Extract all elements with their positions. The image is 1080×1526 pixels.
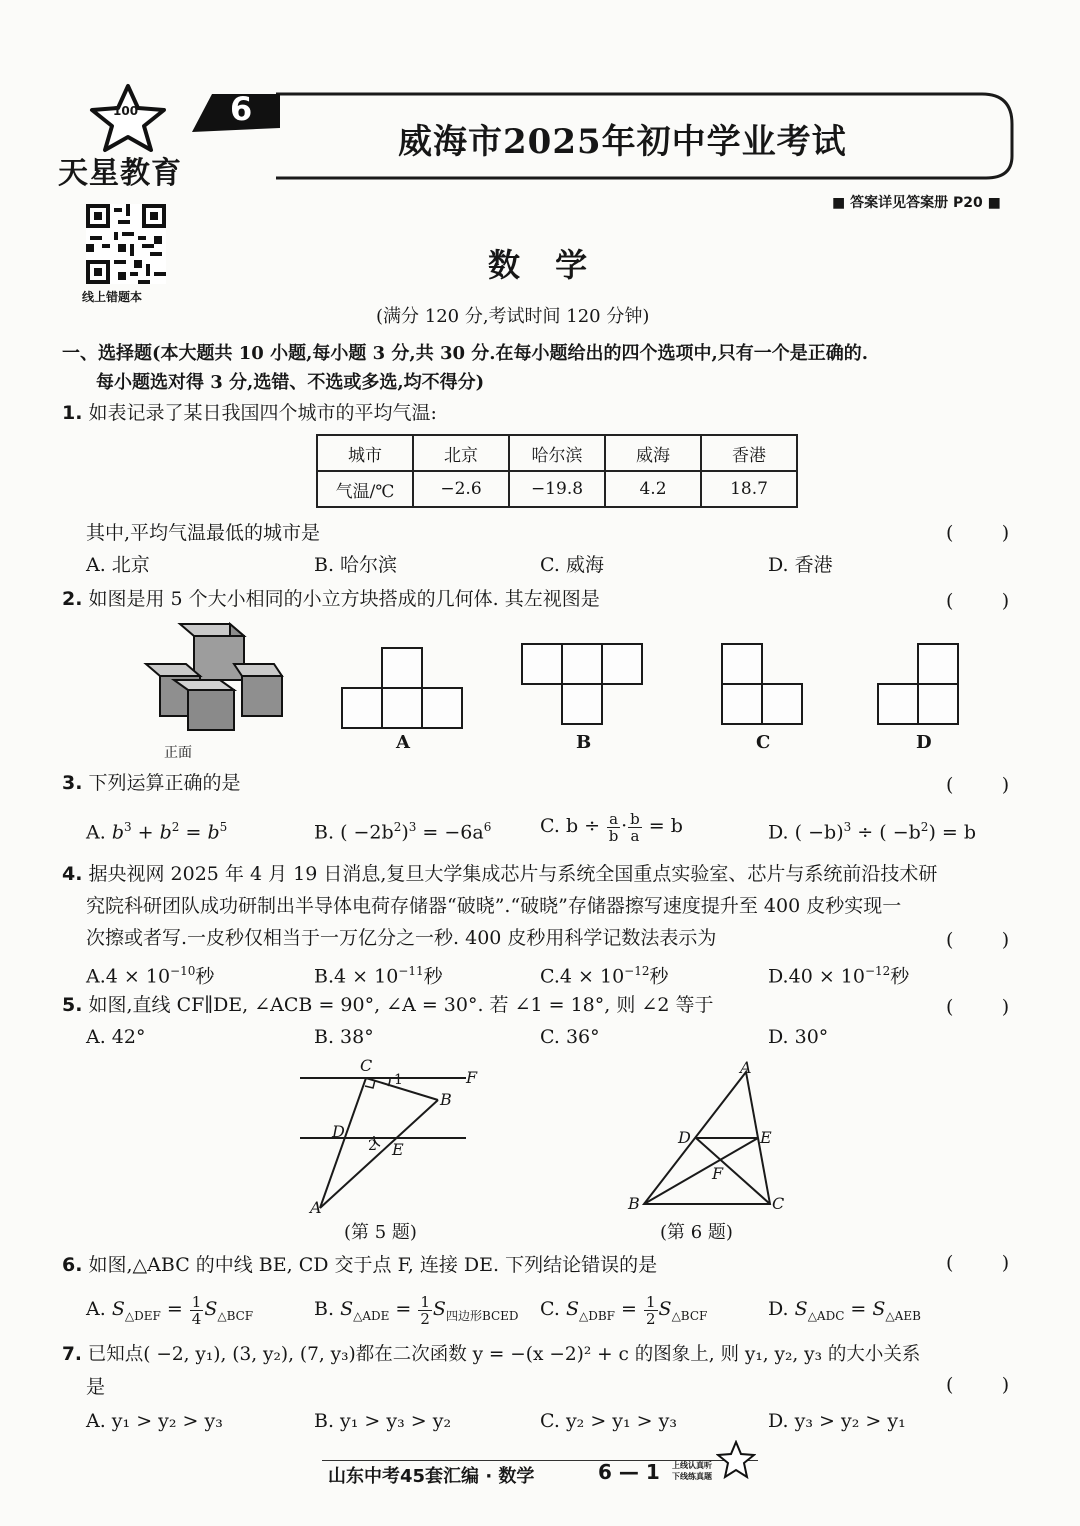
logo [58,82,198,191]
option-4c[interactable] [540,958,669,989]
math-op: = [844,1298,873,1320]
table-cell: 18.7 [701,471,797,507]
page-number: 6 — 1 [598,1460,660,1484]
math-var: S [111,1298,125,1320]
option-1a[interactable]: A. 北京 [86,554,150,576]
option-3a-label: A. [86,821,106,844]
table-cell: 北京 [413,435,509,471]
math-expr: 4 × 10 [559,965,625,988]
table-header-row [317,435,797,471]
label-a: A [310,1198,322,1217]
table-cell: −2.6 [413,471,509,507]
question-6 [62,1252,657,1278]
option-6b-label: B. [314,1298,335,1320]
table-cell: 气温/℃ [317,471,413,507]
fraction-numerator: 1 [420,1292,430,1311]
math-expr: 40 × 10 [788,965,865,988]
option-5d[interactable]: D. 30° [768,1026,829,1048]
question-1 [62,400,437,426]
option-6d[interactable] [768,1290,921,1335]
answer-blank-3[interactable]: ( ) [946,774,1010,796]
math-op: = [160,1298,189,1320]
math-op: + [131,821,160,844]
math-exp: 2 [920,820,929,834]
label-f: F [466,1068,478,1087]
label-e: E [392,1140,404,1159]
option-3b[interactable] [314,814,491,845]
question-1-number: 1. [62,402,83,424]
table-cell: 4.2 [605,471,701,507]
unit: 秒 [890,965,910,988]
math-op: = [389,1298,418,1320]
math-expr: b ÷ [565,815,601,837]
math-exp: 2 [171,820,180,834]
fraction [644,1294,658,1327]
answer-blank-1[interactable]: ( ) [946,522,1010,544]
label-e: E [760,1128,772,1147]
question-4-line1: 据央视网 2025 年 4 月 19 日消息,复旦大学集成芯片与系统全国重点实验室、芯片与系统前沿技术研 [88,863,938,885]
question-7 [62,1342,920,1368]
table-cell: 城市 [317,435,413,471]
question-1-prompt: 其中,平均气温最低的城市是 [86,522,321,544]
answer-blank-5[interactable]: ( ) [946,996,1010,1018]
math-op: = [614,1298,643,1320]
footer-note-1: 上线认真听 [672,1461,712,1470]
option-6a-label: A. [86,1298,106,1320]
math-var: S [204,1298,218,1320]
math-sub: △BCF [671,1308,708,1323]
exam-info: (满分 120 分,考试时间 120 分钟) [376,306,650,327]
option-5c[interactable]: C. 36° [540,1026,600,1048]
answer-blank-6[interactable]: ( ) [946,1252,1010,1274]
option-4d-label: D. [768,965,789,988]
question-2-number: 2. [62,588,83,610]
answer-blank-4[interactable]: ( ) [946,929,1010,951]
math-sub: △ADC [807,1308,845,1323]
section-title-line2: 每小题选对得 3 分,选错、不选或多选,均不得分) [96,372,485,393]
fraction-numerator: 1 [645,1292,656,1311]
math-expr: ) [401,821,409,844]
question-6-text: 如图,△ABC 的中线 BE, CD 交于点 F, 连接 DE. 下列结论错误的是 [88,1254,658,1276]
math-expr: ( −2b [340,821,394,844]
math-expr: ) = b [928,821,977,844]
label-d: D [678,1128,691,1147]
question-3-number: 3. [62,772,83,794]
math-sub: △DBF [578,1308,615,1323]
label-angle-2: 2 [368,1138,377,1154]
view-label-b: B [576,732,592,753]
question-3-text: 下列运算正确的是 [88,772,241,794]
qr-code[interactable] [86,204,166,284]
fraction-denominator: 2 [645,1309,656,1328]
unit: 秒 [195,965,215,988]
question-5-number: 5. [62,994,83,1016]
subject-title: 数 学 [488,246,600,284]
option-5b[interactable]: B. 38° [314,1026,374,1048]
math-exp: 3 [843,820,852,834]
option-3d-label: D. [768,821,789,844]
math-exp: −10 [170,964,196,978]
view-label-d: D [916,732,932,753]
math-exp: 6 [483,820,492,834]
option-6d-label: D. [768,1298,789,1320]
math-op: = [179,821,208,844]
temperature-table [316,434,798,508]
label-c: C [772,1194,785,1213]
fraction-denominator: b [608,826,619,845]
option-3c-label: C. [540,815,560,837]
label-c: C [360,1056,373,1075]
view-option-d[interactable] [876,642,962,732]
math-var: b [111,821,124,844]
label-d: D [332,1122,345,1141]
label-b: B [628,1194,640,1213]
option-4d[interactable] [768,958,909,989]
unit: 秒 [423,965,443,988]
table-cell: 哈尔滨 [509,435,605,471]
star-mascot-small-icon [716,1440,756,1484]
option-3d[interactable] [768,814,976,845]
front-label: 正面 [164,745,192,761]
label-b: B [440,1090,452,1109]
figure-5 [290,1056,490,1216]
math-var: S [432,1298,446,1320]
label-angle-1: 1 [394,1072,403,1088]
option-3a[interactable] [86,814,227,845]
fraction-numerator: b [630,809,640,828]
section-title: 一、选择题(本大题共 10 小题,每小题 3 分,共 30 分.在每小题给出的四个选项中,只有一个是正确的. [62,343,869,364]
fraction-denominator: 4 [191,1309,202,1328]
figure-6 [620,1056,800,1216]
answer-note: ■ 答案详见答案册 P20 ■ [832,195,1001,211]
logo-badge: 100 [113,104,139,118]
fraction [418,1294,432,1327]
question-3 [62,770,241,796]
option-3b-label: B. [314,821,335,844]
view-label-a: A [396,732,410,753]
math-var: b [207,821,220,844]
logo-text: 天星教育 [58,156,182,191]
math-exp: 3 [408,820,417,834]
view-option-a[interactable] [340,646,466,734]
table-cell: −19.8 [509,471,605,507]
footer-text: 山东中考45套汇编 · 数学 [328,1466,535,1487]
footer-note-2: 下线练真题 [672,1472,712,1481]
view-label-c: C [756,732,771,753]
math-expr: ( −b) [794,821,844,844]
option-5a[interactable]: A. 42° [86,1026,146,1048]
label-a: A [740,1058,752,1077]
fraction-denominator: 2 [420,1309,430,1328]
question-4 [62,861,937,887]
math-exp: 3 [123,820,132,834]
question-5 [62,992,713,1018]
question-6-number: 6. [62,1254,83,1276]
table-cell: 香港 [701,435,797,471]
math-expr: 4 × 10 [105,965,171,988]
option-1d[interactable]: D. 香港 [768,554,833,576]
math-exp: −12 [864,964,891,978]
math-expr: = −6a [416,821,484,844]
qr-caption: 线上错题本 [82,290,143,304]
fraction [628,811,642,844]
option-1c[interactable]: C. 威海 [540,554,604,576]
answer-blank-7[interactable]: ( ) [946,1374,1010,1396]
label-f: F [712,1164,724,1183]
math-var: b [159,821,172,844]
question-4-line3: 次擦或者写.一皮秒仅相当于一万亿分之一秒. 400 皮秒用科学记数法表示为 [86,927,717,949]
answer-blank-2[interactable]: ( ) [946,590,1010,612]
question-4-number: 4. [62,863,83,885]
exam-title: 威海市2025年初中学业考试 [398,122,847,162]
math-sub: △BCF [217,1308,254,1323]
math-var: S [794,1298,808,1320]
figure-5-caption: (第 5 题) [344,1222,417,1243]
question-5-text: 如图,直线 CF∥DE, ∠ACB = 90°, ∠A = 30°. 若 ∠1 = 18°, 则 ∠2 等于 [88,994,714,1016]
math-var: S [658,1298,672,1320]
unit: 秒 [649,965,669,988]
table-row [317,471,797,507]
option-4a-label: A. [86,965,106,988]
math-var: S [340,1298,354,1320]
option-1b[interactable]: B. 哈尔滨 [314,554,398,576]
math-sub: △DEF [124,1308,161,1323]
math-op: · [621,815,628,837]
option-6c-label: C. [540,1298,560,1320]
view-option-b[interactable] [520,642,646,732]
math-exp: 5 [219,820,228,834]
question-2 [62,586,600,612]
math-var: S [872,1298,886,1320]
math-expr: ÷ ( −b [851,821,921,844]
cube-figure [138,618,288,738]
view-option-c[interactable] [720,642,806,732]
option-4b[interactable] [314,958,443,989]
option-7c[interactable]: C. y₂ > y₁ > y₃ [540,1410,677,1432]
option-6a[interactable] [86,1290,253,1335]
fraction-denominator: a [630,826,640,845]
option-7b[interactable]: B. y₁ > y₃ > y₂ [314,1410,452,1432]
table-cell: 威海 [605,435,701,471]
question-7-number: 7. [62,1344,82,1365]
question-7-line2: 是 [86,1376,106,1398]
option-7a[interactable]: A. y₁ > y₂ > y₃ [86,1410,223,1432]
option-6c[interactable] [540,1290,707,1335]
question-7-line1: 已知点( −2, y₁), (3, y₂), (7, y₃)都在二次函数 y = −(x −2)² + c 的图象上, 则 y₁, y₂, y₃ 的大小关系 [87,1344,921,1365]
paper-number: 6 [230,90,253,128]
question-4-line2: 究院科研团队成功研制出半导体电荷存储器“破晓”.“破晓”存储器擦写速度提升至 400 皮秒实现一 [86,895,902,917]
math-sub: 四边形BCED [445,1308,519,1323]
option-7d[interactable]: D. y₃ > y₂ > y₁ [768,1410,906,1432]
option-4a[interactable] [86,958,214,989]
math-exp: 2 [393,820,402,834]
math-var: S [565,1298,579,1320]
option-4b-label: B. [314,965,335,988]
star-mascot-icon [78,82,178,154]
title-banner [186,88,1018,184]
fraction-numerator: 1 [191,1292,202,1311]
math-exp: −11 [398,964,424,978]
question-1-text: 如表记录了某日我国四个城市的平均气温: [88,402,437,424]
option-3c[interactable] [540,808,683,844]
fraction-numerator: a [609,809,619,828]
option-4c-label: C. [540,965,560,988]
fraction [607,811,620,844]
figure-6-caption: (第 6 题) [660,1222,733,1243]
math-sub: △ADE [353,1308,390,1323]
question-2-text: 如图是用 5 个大小相同的小立方块搭成的几何体. 其左视图是 [88,588,600,610]
math-expr: 4 × 10 [334,965,399,988]
option-6b[interactable] [314,1290,519,1335]
math-expr: = b [648,815,683,837]
math-sub: △AEB [885,1308,921,1323]
fraction [190,1294,204,1327]
math-exp: −12 [624,964,650,978]
